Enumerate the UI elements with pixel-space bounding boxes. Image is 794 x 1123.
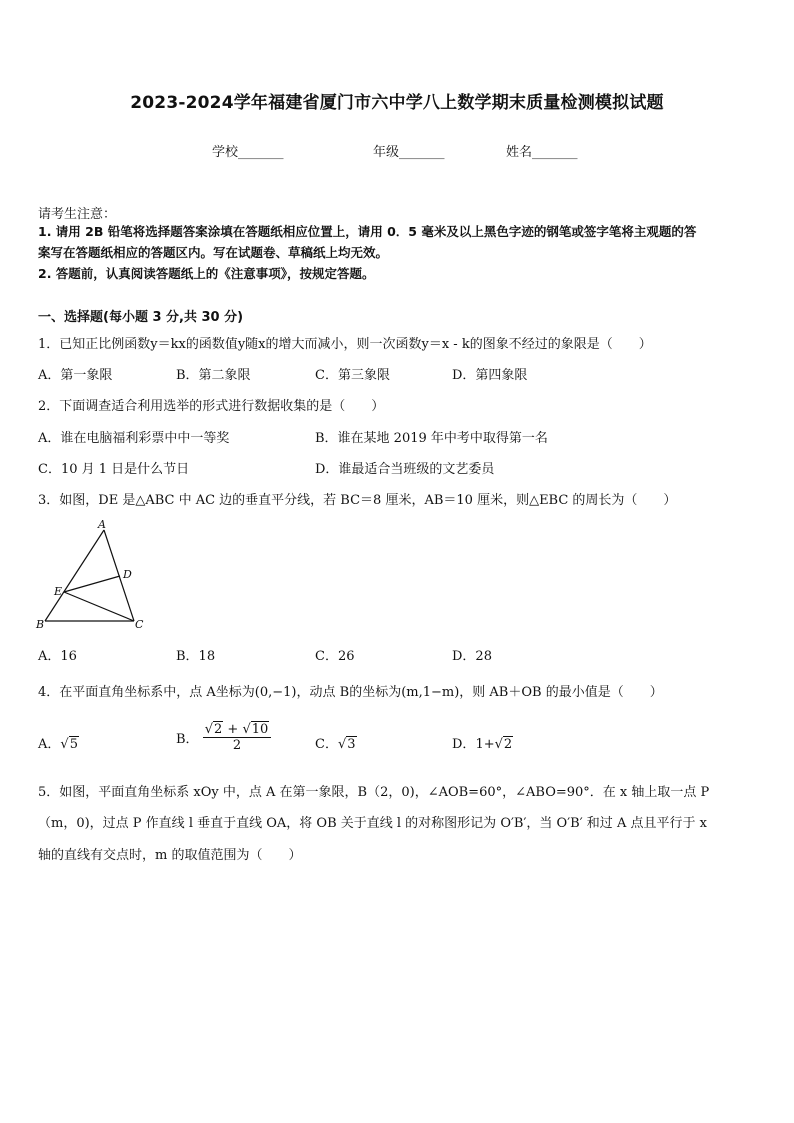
q3-option-a: A．16	[38, 649, 77, 664]
q4-option-a: A．√5	[38, 737, 78, 752]
q3-option-b: B．18	[176, 649, 216, 664]
q1-option-b: B．第二象限	[176, 368, 251, 383]
page-title: 2023-2024学年福建省厦门市六中学八上数学期末质量检测模拟试题	[130, 93, 664, 113]
q5-line3: 轴的直线有交点时，m 的取值范围为（ ）	[38, 848, 302, 863]
q3-triangle-figure	[34, 515, 154, 633]
segment-ec	[64, 592, 134, 621]
q1-option-c: C．第三象限	[315, 368, 390, 383]
q1-text: 1．已知正比例函数y＝kx的函数值y随x的增大而减小，则一次函数y＝x - k的图象不经过的象限是（ ）	[38, 337, 652, 352]
q4-option-b: B． $\frac{√2 + √10}{2}$	[176, 722, 271, 753]
label-c: C	[135, 618, 144, 631]
name-blank: _______	[532, 145, 578, 160]
q3-text: 3．如图，DE 是△ABC 中 AC 边的垂直平分线，若 BC＝8 厘米，AB＝10 厘米，则△EBC 的周长为（ ）	[38, 493, 677, 508]
q2-option-a: A．谁在电脑福利彩票中中一等奖	[38, 431, 230, 446]
q4-fraction: $\frac{√2 + √10}{2}$	[203, 722, 272, 753]
notice-item1-line2: 案写在答题纸相应的答题区内。写在试题卷、草稿纸上均无效。	[38, 245, 389, 260]
notice-item2: 2. 答题前，认真阅读答题纸上的《注意事项》，按规定答题。	[38, 266, 375, 281]
notice-item1-line1: 1. 请用 2B 铅笔将选择题答案涂填在答题纸相应位置上，请用 0．5 毫米及以上黑色字迹的钢笔或签字笔将主观题的答	[38, 224, 697, 239]
name-field	[506, 141, 578, 160]
q2-option-c: C．10 月 1 日是什么节日	[38, 462, 190, 477]
grade-field	[373, 141, 445, 160]
q1-option-d: D．第四象限	[452, 368, 528, 383]
grade-blank: _______	[399, 145, 445, 160]
q3-option-d: D．28	[452, 649, 492, 664]
label-e: E	[54, 585, 63, 598]
school-blank: _______	[238, 145, 284, 160]
q4-option-c: C．√3	[315, 737, 356, 752]
grade-label: 年级	[373, 145, 400, 160]
q3-option-c: C．26	[315, 649, 355, 664]
label-a: A	[98, 518, 106, 531]
label-b: B	[36, 618, 45, 631]
label-d: D	[123, 568, 132, 581]
q5-line2: （m，0)，过点 P 作直线 l 垂直于直线 OA，将 OB 关于直线 l 的对称图形记为 O′B′，当 O′B′ 和过 A 点且平行于 x	[38, 816, 707, 831]
edge-ab	[45, 530, 104, 621]
notice-heading: 请考生注意：	[38, 207, 117, 222]
section-heading: 一、选择题(每小题 3 分,共 30 分)	[38, 310, 244, 325]
q2-option-b: B．谁在某地 2019 年中考中取得第一名	[315, 431, 548, 446]
q4-option-d: D．1+√2	[452, 737, 513, 752]
school-label: 学校	[212, 145, 239, 160]
name-label: 姓名	[506, 145, 533, 160]
q4-text: 4．在平面直角坐标系中，点 A坐标为(0,−1)，动点 B的坐标为(m,1−m)，则 AB＋OB 的最小值是（ ）	[38, 685, 663, 700]
q5-line1: 5．如图，平面直角坐标系 xOy 中，点 A 在第一象限，B（2，0)，∠AOB=60°，∠ABO=90°．在 x 轴上取一点 P	[38, 785, 710, 800]
school-field	[212, 141, 284, 160]
q2-text: 2．下面调查适合利用选举的形式进行数据收集的是（ ）	[38, 399, 385, 414]
q1-option-a: A．第一象限	[38, 368, 113, 383]
q2-option-d: D．谁最适合当班级的文艺委员	[315, 462, 495, 477]
